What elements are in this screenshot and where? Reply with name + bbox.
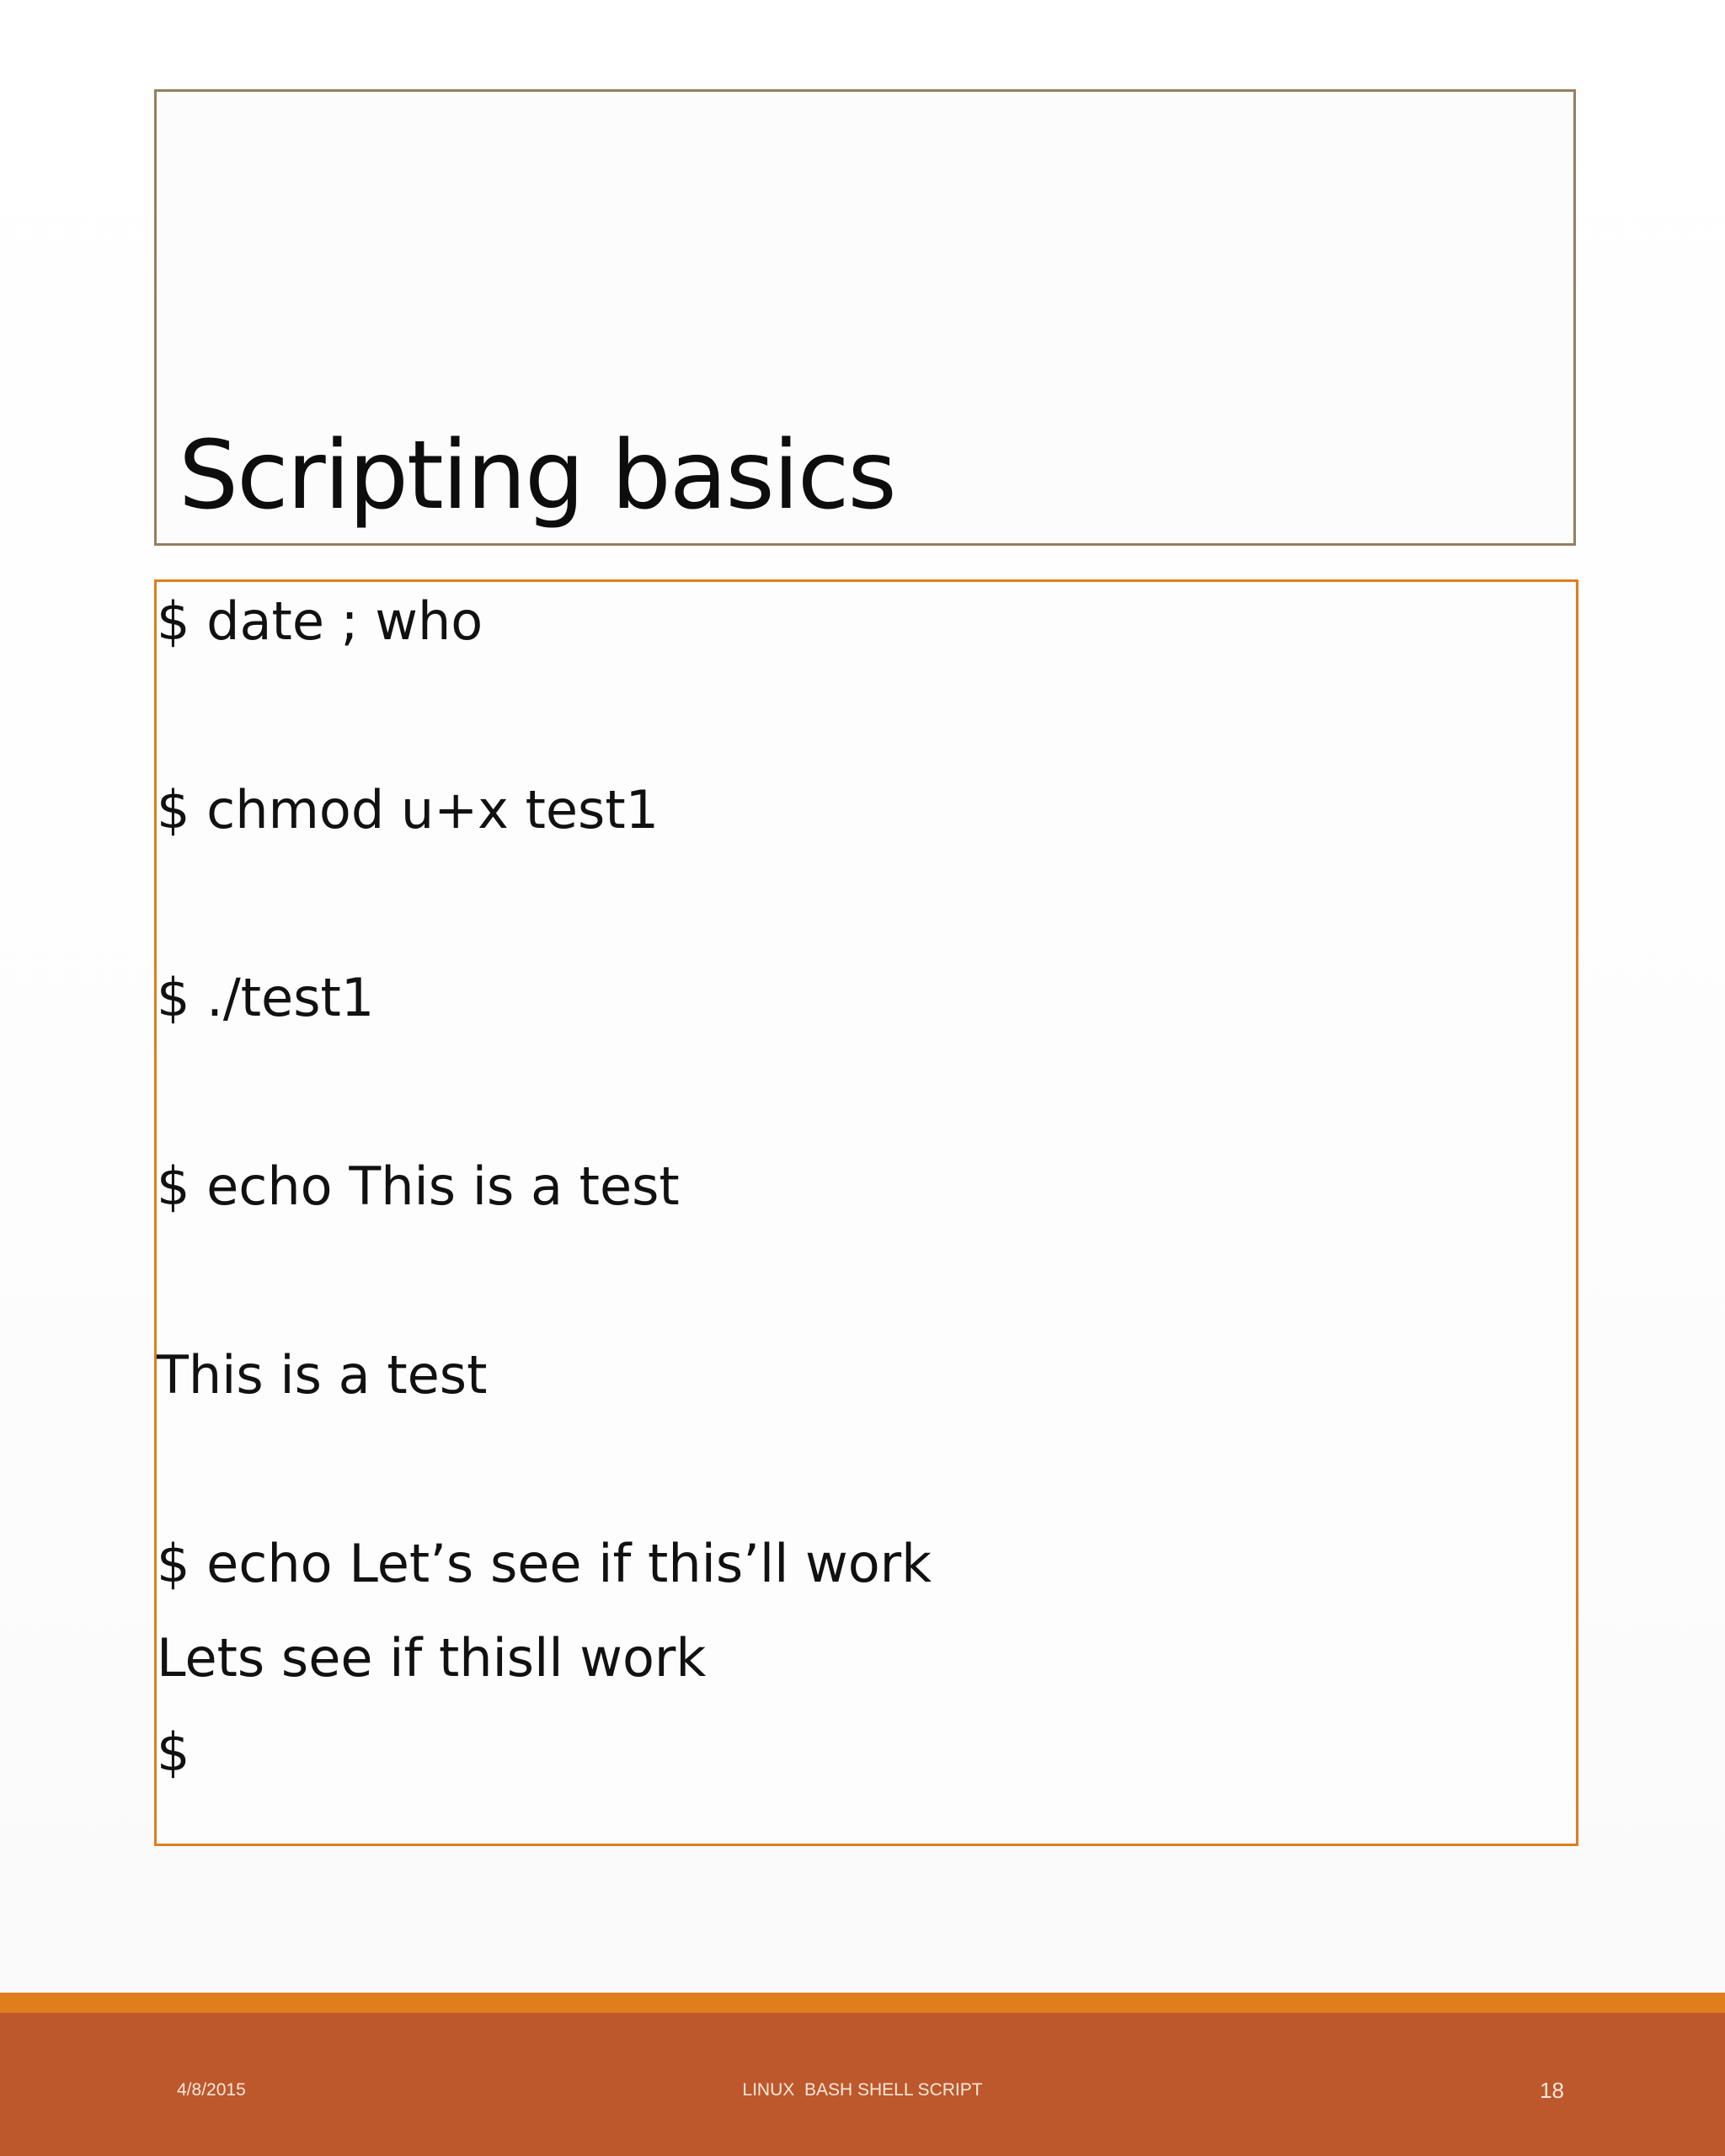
title-placeholder: [154, 89, 1576, 546]
footer-title: LINUX BASH SHELL SCRIPT: [742, 2080, 983, 2100]
footer-band: [0, 2013, 1725, 2156]
footer-date: 4/8/2015: [177, 2080, 246, 2100]
output-line: This is a test: [157, 1344, 488, 1406]
command-line: $ chmod u+x test1: [157, 779, 660, 841]
prompt-line: $: [157, 1721, 190, 1783]
command-line: $ date ; who: [157, 590, 483, 652]
content-placeholder: [154, 579, 1578, 1846]
command-line: $ echo Let’s see if this’ll work: [157, 1533, 932, 1594]
output-line: Lets see if thisll work: [157, 1627, 707, 1689]
footer-accent-stripe: [0, 1993, 1725, 2013]
slide-title: Scripting basics: [179, 421, 895, 531]
command-line: $ ./test1: [157, 967, 375, 1028]
command-line: $ echo This is a test: [157, 1155, 680, 1217]
slide-number: 18: [1540, 2078, 1564, 2103]
